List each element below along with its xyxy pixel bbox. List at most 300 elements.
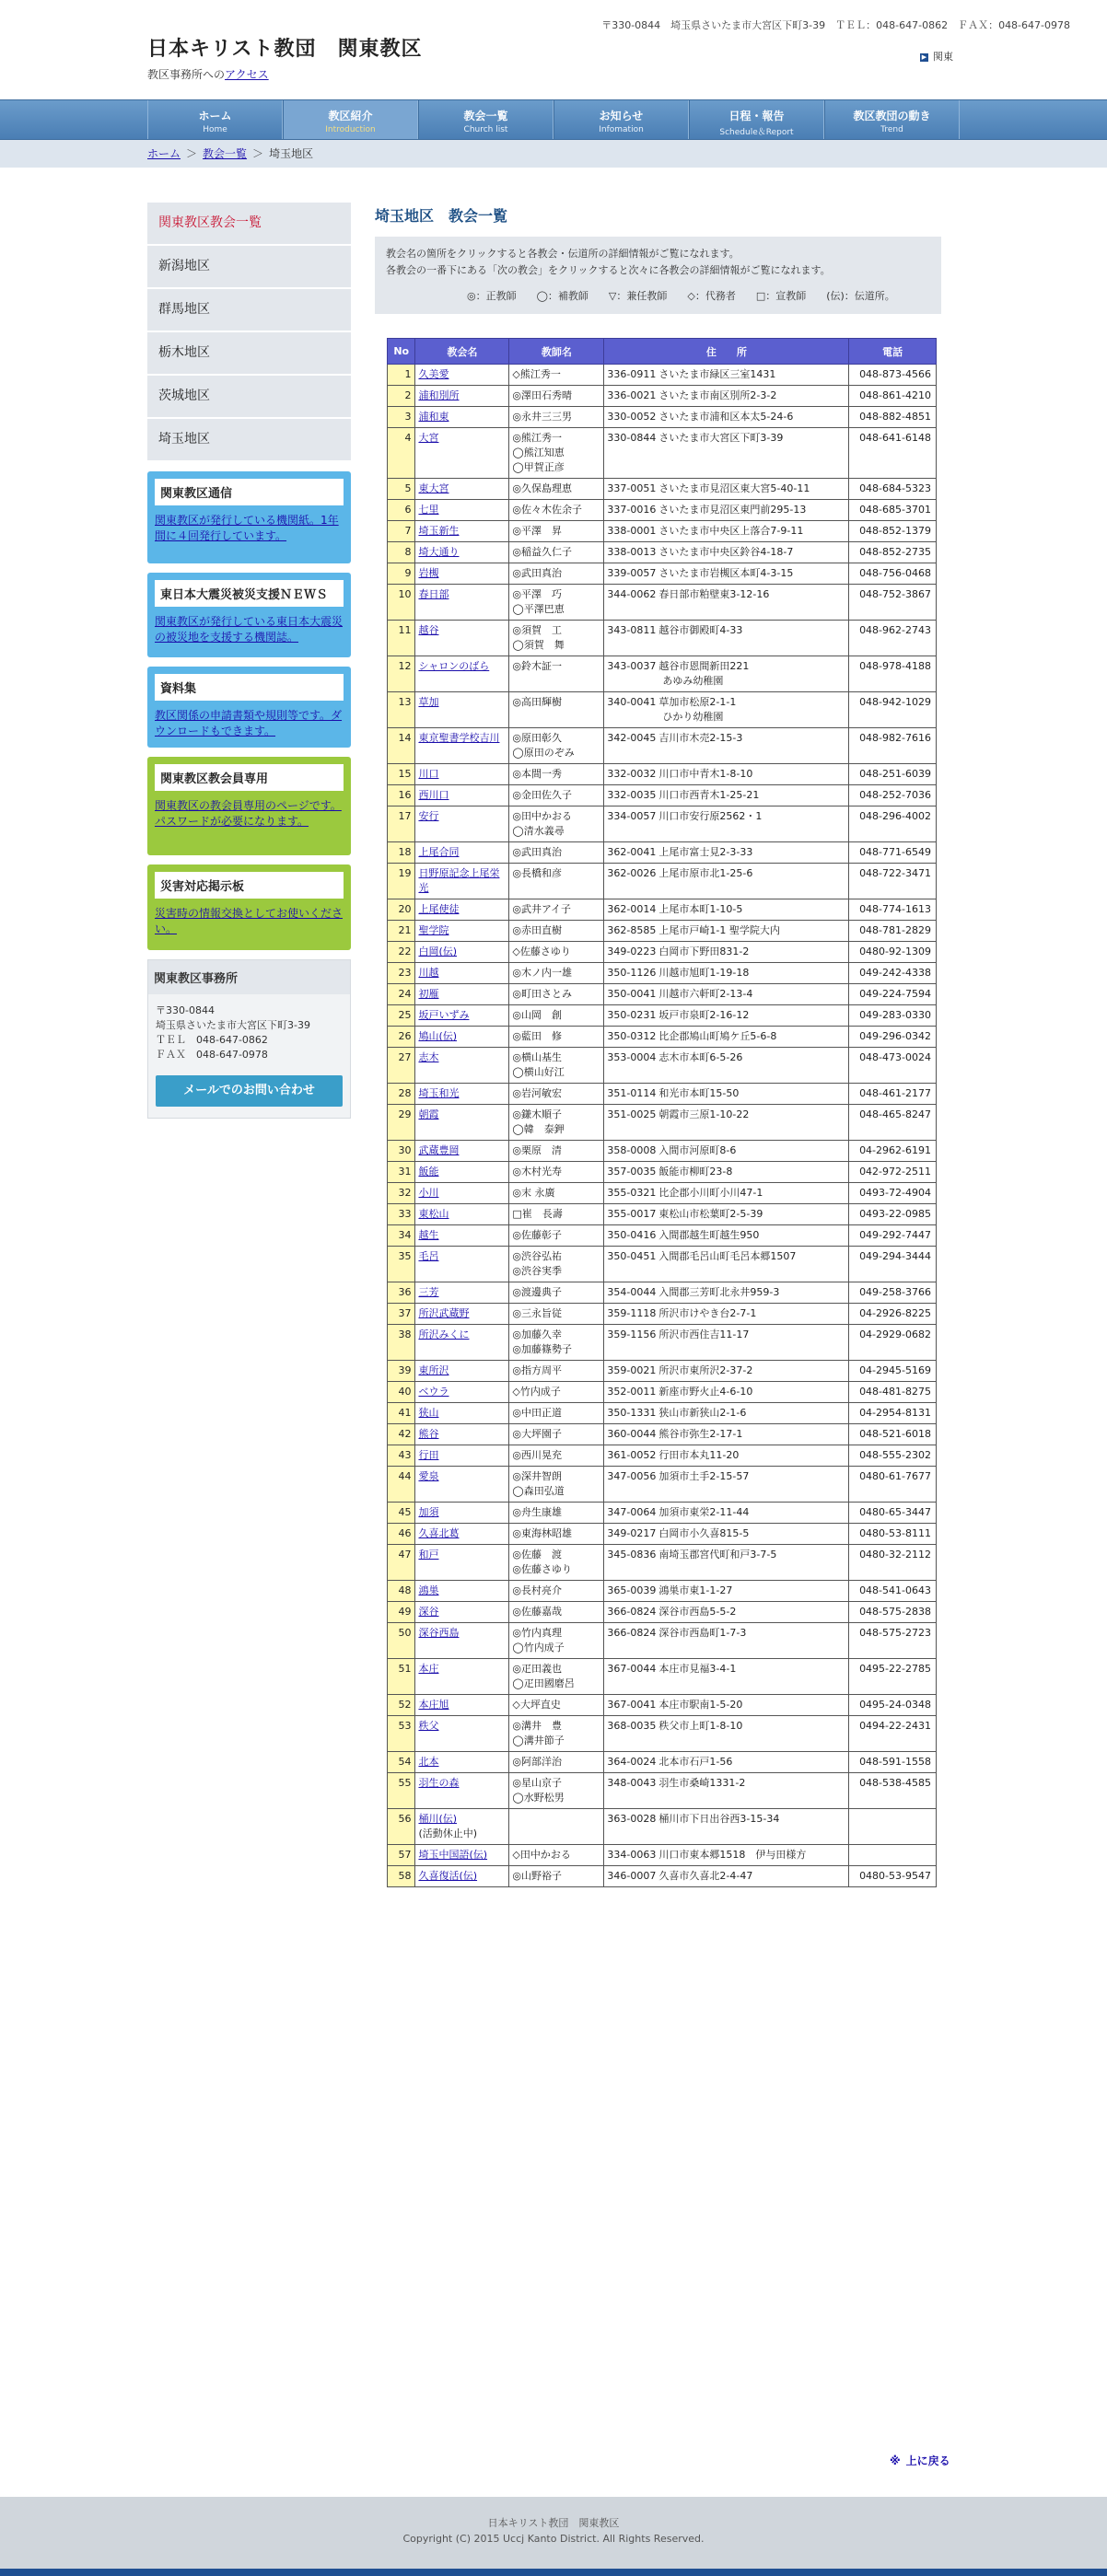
- sidebar-menu-item[interactable]: 埼玉地区: [147, 419, 351, 462]
- church-name-link[interactable]: 越生: [418, 1229, 439, 1241]
- pastor-cell: [509, 365, 604, 386]
- phone-number: [849, 1809, 937, 1845]
- address-sub: ひかり幼稚園: [662, 711, 724, 723]
- church-name-link[interactable]: 深谷西島: [418, 1627, 460, 1639]
- church-name-cell: [415, 1866, 509, 1887]
- col-header-no: No: [388, 339, 415, 365]
- row-number: 11: [388, 621, 415, 656]
- church-name-cell: [415, 407, 509, 428]
- church-name-link[interactable]: 加須: [418, 1506, 439, 1518]
- church-name-link[interactable]: 朝霞: [418, 1108, 439, 1120]
- nav-item[interactable]: [689, 100, 824, 139]
- row-number: 48: [388, 1581, 415, 1602]
- table-row: [388, 479, 937, 500]
- address-text: さいたま市見沼区東大宮5-40-11: [658, 482, 810, 494]
- church-name-link[interactable]: シャロンのばら: [418, 660, 490, 672]
- sidebar-menu-item[interactable]: 茨城地区: [147, 376, 351, 419]
- postal-code: 347-0064: [607, 1506, 657, 1518]
- notice-box: [375, 237, 941, 314]
- church-name-link[interactable]: 飯能: [418, 1166, 439, 1178]
- access-link[interactable]: アクセス: [225, 68, 269, 81]
- row-number: 3: [388, 407, 415, 428]
- phone-number: 048-481-8275: [849, 1382, 937, 1403]
- church-name-link[interactable]: 久美愛: [418, 368, 449, 380]
- church-name-cell: [415, 1752, 509, 1773]
- church-name-link[interactable]: 川口: [418, 768, 439, 780]
- church-name-link[interactable]: 久喜北葛: [418, 1527, 460, 1539]
- phone-number: 049-294-3444: [849, 1247, 937, 1282]
- church-name-link[interactable]: 東松山: [418, 1208, 449, 1220]
- pastor-name: ◎平澤 巧: [512, 588, 563, 600]
- sidebar-banner[interactable]: [147, 757, 351, 855]
- address-text: 北本市石戸1-56: [658, 1756, 733, 1768]
- postal-code: 343-0811: [607, 624, 657, 636]
- kanto-link[interactable]: [920, 49, 953, 64]
- church-name-link[interactable]: 東所沢: [418, 1364, 449, 1376]
- phone-number: [849, 1845, 937, 1866]
- church-name-link[interactable]: 桶川(伝): [418, 1813, 458, 1825]
- address-text: 本庄市駅南1-5-20: [658, 1699, 743, 1711]
- phone-number: 048-685-3701: [849, 500, 937, 521]
- church-name-link[interactable]: 埼玉中国語(伝): [418, 1849, 488, 1861]
- breadcrumb-home[interactable]: ホーム: [147, 147, 181, 160]
- address-text: 本庄市見福3-4-1: [658, 1663, 737, 1675]
- postal-code: 330-0052: [607, 411, 657, 423]
- table-row: [388, 942, 937, 963]
- address-text: 加須市東栄2-11-44: [658, 1506, 750, 1518]
- row-number: 40: [388, 1382, 415, 1403]
- pastor-name: ◇大坪直史: [512, 1699, 561, 1711]
- church-name-link[interactable]: 川越: [418, 967, 439, 979]
- sidebar-banner[interactable]: [147, 864, 351, 950]
- address-cell: [604, 1752, 849, 1773]
- church-name-cell: [415, 806, 509, 842]
- postal-code: 350-1331: [607, 1407, 657, 1419]
- pastor-cell: [509, 1027, 604, 1048]
- address-text: 新座市野火止4-6-10: [658, 1386, 753, 1398]
- church-name-cell: [415, 1467, 509, 1503]
- banner-title: 関東教区通信: [155, 479, 344, 505]
- church-name-link[interactable]: 三芳: [418, 1286, 439, 1298]
- row-number: 38: [388, 1325, 415, 1361]
- table-row: [388, 1403, 937, 1424]
- pastor-name: ◎佐藤さゆり: [512, 1563, 573, 1575]
- phone-number: 049-258-3766: [849, 1282, 937, 1304]
- pastor-name: □崔 長壽: [512, 1208, 563, 1220]
- pastor-name: ◯甲賀正彦: [512, 461, 565, 473]
- phone-number: 04-2929-0682: [849, 1325, 937, 1361]
- address-text: 久喜市久喜北2-4-47: [658, 1870, 753, 1882]
- pastor-name: ◎永井三三男: [512, 411, 573, 423]
- address-cell: [604, 1581, 849, 1602]
- banner-title: 災害対応掲示板: [155, 872, 344, 899]
- row-number: 44: [388, 1467, 415, 1503]
- table-row: [388, 1225, 937, 1247]
- address-cell: [604, 1325, 849, 1361]
- banner-link[interactable]: 教区関係の申請書類や規則等です。ダウンロードもできます。: [155, 709, 343, 737]
- phone-number: 048-251-6039: [849, 764, 937, 785]
- pastor-cell: [509, 386, 604, 407]
- table-row: [388, 963, 937, 984]
- address-text: 白岡市小久喜815-5: [658, 1527, 750, 1539]
- pastor-name: ◎栗原 清: [512, 1144, 563, 1156]
- nav-item[interactable]: [147, 100, 283, 139]
- address-cell: [604, 1084, 849, 1105]
- row-number: 39: [388, 1361, 415, 1382]
- sidebar-banner[interactable]: [147, 667, 351, 748]
- back-to-top-label: 上に戻る: [905, 2454, 950, 2467]
- postal-code: 346-0007: [607, 1870, 657, 1882]
- church-name-link[interactable]: 浦和東: [418, 411, 449, 423]
- church-name-link[interactable]: 小川: [418, 1187, 439, 1199]
- postal-code: 349-0223: [607, 946, 657, 957]
- church-name-link[interactable]: 武蔵豊岡: [418, 1144, 460, 1156]
- pastor-cell: [509, 1545, 604, 1581]
- church-name-link[interactable]: 白岡(伝): [418, 946, 458, 957]
- postal-code: 354-0044: [607, 1286, 657, 1298]
- postal-code: 334-0063: [607, 1849, 657, 1861]
- church-name-link[interactable]: 越谷: [418, 624, 439, 636]
- phone-number: 04-2945-5169: [849, 1361, 937, 1382]
- address-text: 和光市本町15-50: [658, 1087, 740, 1099]
- main-content: [375, 203, 960, 1887]
- phone-number: 0493-72-4904: [849, 1183, 937, 1204]
- church-name-cell: [415, 1716, 509, 1752]
- church-name-link[interactable]: ベウラ: [418, 1386, 449, 1398]
- pastor-name: ◎武井アイ子: [512, 903, 572, 915]
- nav-item-sublabel: Introduction: [325, 125, 376, 134]
- postal-code: 347-0056: [607, 1470, 657, 1482]
- row-number: 15: [388, 764, 415, 785]
- address-cell: [604, 864, 849, 899]
- church-name-link[interactable]: 上尾合同: [418, 846, 460, 858]
- pastor-name: ◎阿部洋治: [512, 1756, 563, 1768]
- church-name-cell: [415, 386, 509, 407]
- row-number: 42: [388, 1424, 415, 1445]
- church-name-link[interactable]: 所沢みくに: [418, 1329, 470, 1340]
- row-number: 46: [388, 1524, 415, 1545]
- sidebar-banners: [147, 471, 351, 950]
- pastor-cell: [509, 1866, 604, 1887]
- pastor-cell: [509, 1225, 604, 1247]
- pastor-name: ◯水野松男: [512, 1792, 565, 1804]
- pastor-name: ◯森田弘道: [512, 1485, 565, 1497]
- address-text: 秩父市上町1-8-10: [658, 1720, 743, 1732]
- phone-number: 048-962-2743: [849, 621, 937, 656]
- church-name-link[interactable]: 日野原記念上尾栄光: [418, 867, 500, 894]
- address-cell: [604, 1282, 849, 1304]
- pastor-name: ◎木村光寿: [512, 1166, 563, 1178]
- church-name-link[interactable]: 久喜復活(伝): [418, 1870, 478, 1882]
- address-text: さいたま市大宮区下町3-39: [658, 432, 784, 444]
- table-row: [388, 656, 937, 692]
- pastor-cell: [509, 921, 604, 942]
- nav-item-sublabel: Home: [203, 125, 227, 134]
- sidebar-banner[interactable]: [147, 471, 351, 563]
- church-name-link[interactable]: 北本: [418, 1756, 439, 1768]
- office-zip: 〒330-0844: [156, 1004, 215, 1016]
- church-name-link[interactable]: 羽生の森: [418, 1777, 460, 1789]
- pastor-name: ◎舟生康雄: [512, 1506, 563, 1518]
- phone-number: 048-942-1029: [849, 692, 937, 728]
- church-name-link[interactable]: 坂戸いずみ: [418, 1009, 470, 1021]
- pastor-name: ◎中田正道: [512, 1407, 563, 1419]
- sidebar-menu-item[interactable]: 関東教区教会一覧: [147, 203, 351, 246]
- pastor-name: ◎金田佐久子: [512, 789, 573, 801]
- back-to-top-link[interactable]: [890, 2453, 950, 2468]
- address-cell: [604, 428, 849, 479]
- row-number: 20: [388, 899, 415, 921]
- church-name-cell: [415, 1503, 509, 1524]
- pastor-legend: ◎：正教師 ◯：補教師 ▽：兼任教師 ◇：代務者 □：宣教師 (伝)：伝道所。: [386, 290, 895, 302]
- table-row: [388, 1845, 937, 1866]
- sidebar-banner[interactable]: [147, 573, 351, 657]
- church-name-link[interactable]: 志木: [418, 1051, 439, 1063]
- church-name-cell: [415, 1225, 509, 1247]
- address-cell: [604, 1545, 849, 1581]
- pastor-cell: [509, 1424, 604, 1445]
- church-name-link[interactable]: 秩父: [418, 1720, 439, 1732]
- pastor-cell: [509, 806, 604, 842]
- address-text: 熊谷市弥生2-17-1: [658, 1428, 743, 1440]
- church-name-link[interactable]: 本庄旭: [418, 1699, 449, 1711]
- sidebar-menu-item[interactable]: 新潟地区: [147, 246, 351, 289]
- pastor-cell: [509, 942, 604, 963]
- pastor-cell: [509, 542, 604, 563]
- church-name-link[interactable]: 西川口: [418, 789, 449, 801]
- table-row: [388, 899, 937, 921]
- pastor-name: ◎渋谷弘祐: [512, 1250, 563, 1262]
- church-name-cell: [415, 764, 509, 785]
- church-name-cell: [415, 963, 509, 984]
- postal-code: 350-0451: [607, 1250, 657, 1262]
- pastor-name: ◎渋谷実季: [512, 1265, 563, 1277]
- address-cell: [604, 1602, 849, 1623]
- pastor-cell: [509, 407, 604, 428]
- row-number: 29: [388, 1105, 415, 1141]
- pastor-cell: [509, 656, 604, 692]
- address-cell: [604, 899, 849, 921]
- pastor-cell: [509, 899, 604, 921]
- table-row: [388, 428, 937, 479]
- row-number: 25: [388, 1005, 415, 1027]
- church-name-cell: [415, 1695, 509, 1716]
- phone-number: 048-978-4188: [849, 656, 937, 692]
- banner-title: 資料集: [155, 674, 344, 701]
- mail-contact-button[interactable]: メールでのお問い合わせ: [156, 1075, 343, 1107]
- row-number: 33: [388, 1204, 415, 1225]
- sidebar-menu-item[interactable]: 群馬地区: [147, 289, 351, 332]
- pastor-name: ◯溝井節子: [512, 1735, 565, 1746]
- church-name-link[interactable]: 安行: [418, 810, 439, 822]
- postal-code: 345-0836: [607, 1549, 657, 1561]
- church-name-link[interactable]: 熊谷: [418, 1428, 439, 1440]
- table-row: [388, 1695, 937, 1716]
- church-name-link[interactable]: 愛泉: [418, 1470, 439, 1482]
- postal-code: 365-0039: [607, 1584, 657, 1596]
- address-cell: [604, 1524, 849, 1545]
- church-name-link[interactable]: 深谷: [418, 1606, 439, 1618]
- church-name-cell: [415, 1382, 509, 1403]
- table-row: [388, 1282, 937, 1304]
- pastor-name: ◎加藤篠勢子: [512, 1343, 573, 1355]
- phone-number: 049-292-7447: [849, 1225, 937, 1247]
- row-number: 56: [388, 1809, 415, 1845]
- row-number: 45: [388, 1503, 415, 1524]
- site-title[interactable]: 日本キリスト教団 関東教区: [147, 38, 423, 61]
- church-name-link[interactable]: 浦和別所: [418, 389, 460, 401]
- phone-number: 048-852-1379: [849, 521, 937, 542]
- phone-number: 049-283-0330: [849, 1005, 937, 1027]
- phone-number: 048-575-2838: [849, 1602, 937, 1623]
- nav-item[interactable]: [554, 100, 689, 139]
- pastor-name: ◎赤田直樹: [512, 924, 563, 936]
- church-name-link[interactable]: 鳩山(伝): [418, 1030, 458, 1042]
- banner-link[interactable]: 関東教区の教会員専用のページです。パスワードが必要になります。: [155, 799, 342, 828]
- church-name-cell: [415, 1545, 509, 1581]
- table-row: [388, 542, 937, 563]
- address-text: 比企郡小川町小川47-1: [658, 1187, 763, 1199]
- row-number: 32: [388, 1183, 415, 1204]
- address-text: 上尾市富士見2-3-33: [658, 846, 753, 858]
- church-note: (活動休止中): [418, 1828, 478, 1839]
- church-name-link[interactable]: 埼大通り: [418, 546, 460, 558]
- pastor-name: ◎佐々木佐余子: [512, 504, 583, 516]
- pastor-name: ◯熊江知恵: [512, 447, 565, 458]
- church-name-cell: [415, 692, 509, 728]
- col-header-pastor: 教師名: [509, 339, 604, 365]
- address-text: 志木市本町6-5-26: [658, 1051, 743, 1063]
- pastor-name: ◎山岡 創: [512, 1009, 563, 1021]
- phone-number: 0495-24-0348: [849, 1695, 937, 1716]
- header-contact: 〒330-0844 埼玉県さいたま市大宮区下町3-39 ＴＥＬ：048-647-0862 ＦＡＸ：048-647-0978: [601, 19, 1070, 31]
- pastor-name: ◎山野裕子: [512, 1870, 563, 1882]
- address-text: さいたま市見沼区東門前295-13: [658, 504, 807, 516]
- church-name-link[interactable]: 春日部: [418, 588, 449, 600]
- church-name-link[interactable]: 初雁: [418, 988, 439, 1000]
- phone-number: 042-972-2511: [849, 1162, 937, 1183]
- pastor-name: ◎大坪園子: [512, 1428, 563, 1440]
- table-row: [388, 1581, 937, 1602]
- postal-code: 342-0045: [607, 732, 657, 744]
- church-table: [387, 338, 937, 1887]
- pastor-cell: [509, 621, 604, 656]
- church-name-link[interactable]: 東京聖書学校吉川: [418, 732, 500, 744]
- breadcrumb-church-list[interactable]: 教会一覧: [203, 147, 248, 160]
- banner-link[interactable]: 関東教区が発行している東日本大震災の被災地を支援する機関誌。: [155, 615, 344, 644]
- pastor-cell: [509, 1623, 604, 1659]
- pastor-cell: [509, 1162, 604, 1183]
- church-name-link[interactable]: 鴻巣: [418, 1584, 439, 1596]
- phone-number: 048-873-4566: [849, 365, 937, 386]
- church-name-link[interactable]: 埼玉和光: [418, 1087, 460, 1099]
- church-name-cell: [415, 365, 509, 386]
- church-name-cell: [415, 1403, 509, 1424]
- pastor-cell: [509, 1809, 604, 1845]
- nav-item-label: 教会一覧: [463, 110, 508, 122]
- church-name-link[interactable]: 和戸: [418, 1549, 439, 1561]
- address-cell: [604, 1424, 849, 1445]
- church-name-link[interactable]: 岩槻: [418, 567, 439, 579]
- row-number: 43: [388, 1445, 415, 1467]
- postal-code: 366-0824: [607, 1627, 657, 1639]
- address-text: 比企郡鳩山町鳩ケ丘5-6-8: [658, 1030, 777, 1042]
- church-name-link[interactable]: 埼玉新生: [418, 525, 460, 537]
- row-number: 30: [388, 1141, 415, 1162]
- table-row: [388, 1602, 937, 1623]
- office-address: 埼玉県さいたま市大宮区下町3-39: [156, 1019, 310, 1031]
- postal-code: 338-0013: [607, 546, 657, 558]
- breadcrumb-separator: ＞: [252, 147, 264, 160]
- church-name-cell: [415, 1581, 509, 1602]
- sidebar-menu-item[interactable]: 栃木地区: [147, 332, 351, 376]
- pastor-name: ◎木ノ内一雄: [512, 967, 573, 979]
- church-name-cell: [415, 1424, 509, 1445]
- pastor-name: ◎竹内真理: [512, 1627, 563, 1639]
- table-row: [388, 921, 937, 942]
- postal-code: 338-0001: [607, 525, 657, 537]
- nav-item[interactable]: [418, 100, 554, 139]
- pastor-name: ◎末 永廣: [512, 1187, 555, 1199]
- phone-number: 048-756-0468: [849, 563, 937, 585]
- church-name-link[interactable]: 東大宮: [418, 482, 449, 494]
- address-cell: [604, 1809, 849, 1845]
- pastor-name: ◎横山基生: [512, 1051, 563, 1063]
- church-name-cell: [415, 1659, 509, 1695]
- banner-link[interactable]: 関東教区が発行している機関紙。1年間に４回発行しています。: [155, 514, 339, 542]
- church-name-link[interactable]: 本庄: [418, 1663, 439, 1675]
- phone-number: 049-296-0342: [849, 1027, 937, 1048]
- col-header-church: 教会名: [415, 339, 509, 365]
- church-name-cell: [415, 899, 509, 921]
- pastor-cell: [509, 1282, 604, 1304]
- church-name-link[interactable]: 狭山: [418, 1407, 439, 1419]
- address-cell: [604, 386, 849, 407]
- church-name-link[interactable]: 上尾使徒: [418, 903, 460, 915]
- pastor-cell: [509, 785, 604, 806]
- church-name-link[interactable]: 聖学院: [418, 924, 449, 936]
- church-name-cell: [415, 1773, 509, 1809]
- postal-code: 343-0037: [607, 660, 657, 672]
- church-name-link[interactable]: 毛呂: [418, 1250, 439, 1262]
- pastor-name: ◎平澤 昇: [512, 525, 563, 537]
- access-prefix: 教区事務所への: [147, 68, 226, 81]
- pastor-name: ◎澤田石秀晴: [512, 389, 573, 401]
- table-row: [388, 500, 937, 521]
- church-name-cell: [415, 585, 509, 621]
- church-name-link[interactable]: 所沢武蔵野: [418, 1307, 470, 1319]
- church-name-link[interactable]: 草加: [418, 696, 439, 708]
- address-text: さいたま市浦和区本太5-24-6: [658, 411, 794, 423]
- address-text: さいたま市中央区上落合7-9-11: [658, 525, 804, 537]
- banner-link[interactable]: 災害時の情報交換としてお使いください。: [155, 907, 344, 935]
- pastor-name: ◯清水義尋: [512, 825, 565, 837]
- address-text: さいたま市中央区鈴谷4-18-7: [658, 546, 794, 558]
- row-number: 58: [388, 1866, 415, 1887]
- church-name-link[interactable]: 行田: [418, 1449, 439, 1461]
- church-name-cell: [415, 656, 509, 692]
- phone-number: 048-882-4851: [849, 407, 937, 428]
- nav-item[interactable]: [283, 100, 418, 139]
- address-cell: [604, 1105, 849, 1141]
- church-name-link[interactable]: 大宮: [418, 432, 439, 444]
- nav-item[interactable]: [824, 100, 960, 139]
- row-number: 19: [388, 864, 415, 899]
- row-number: 13: [388, 692, 415, 728]
- pastor-name: ◎星山京子: [512, 1777, 563, 1789]
- church-name-link[interactable]: 七里: [418, 504, 439, 516]
- pastor-cell: [509, 1773, 604, 1809]
